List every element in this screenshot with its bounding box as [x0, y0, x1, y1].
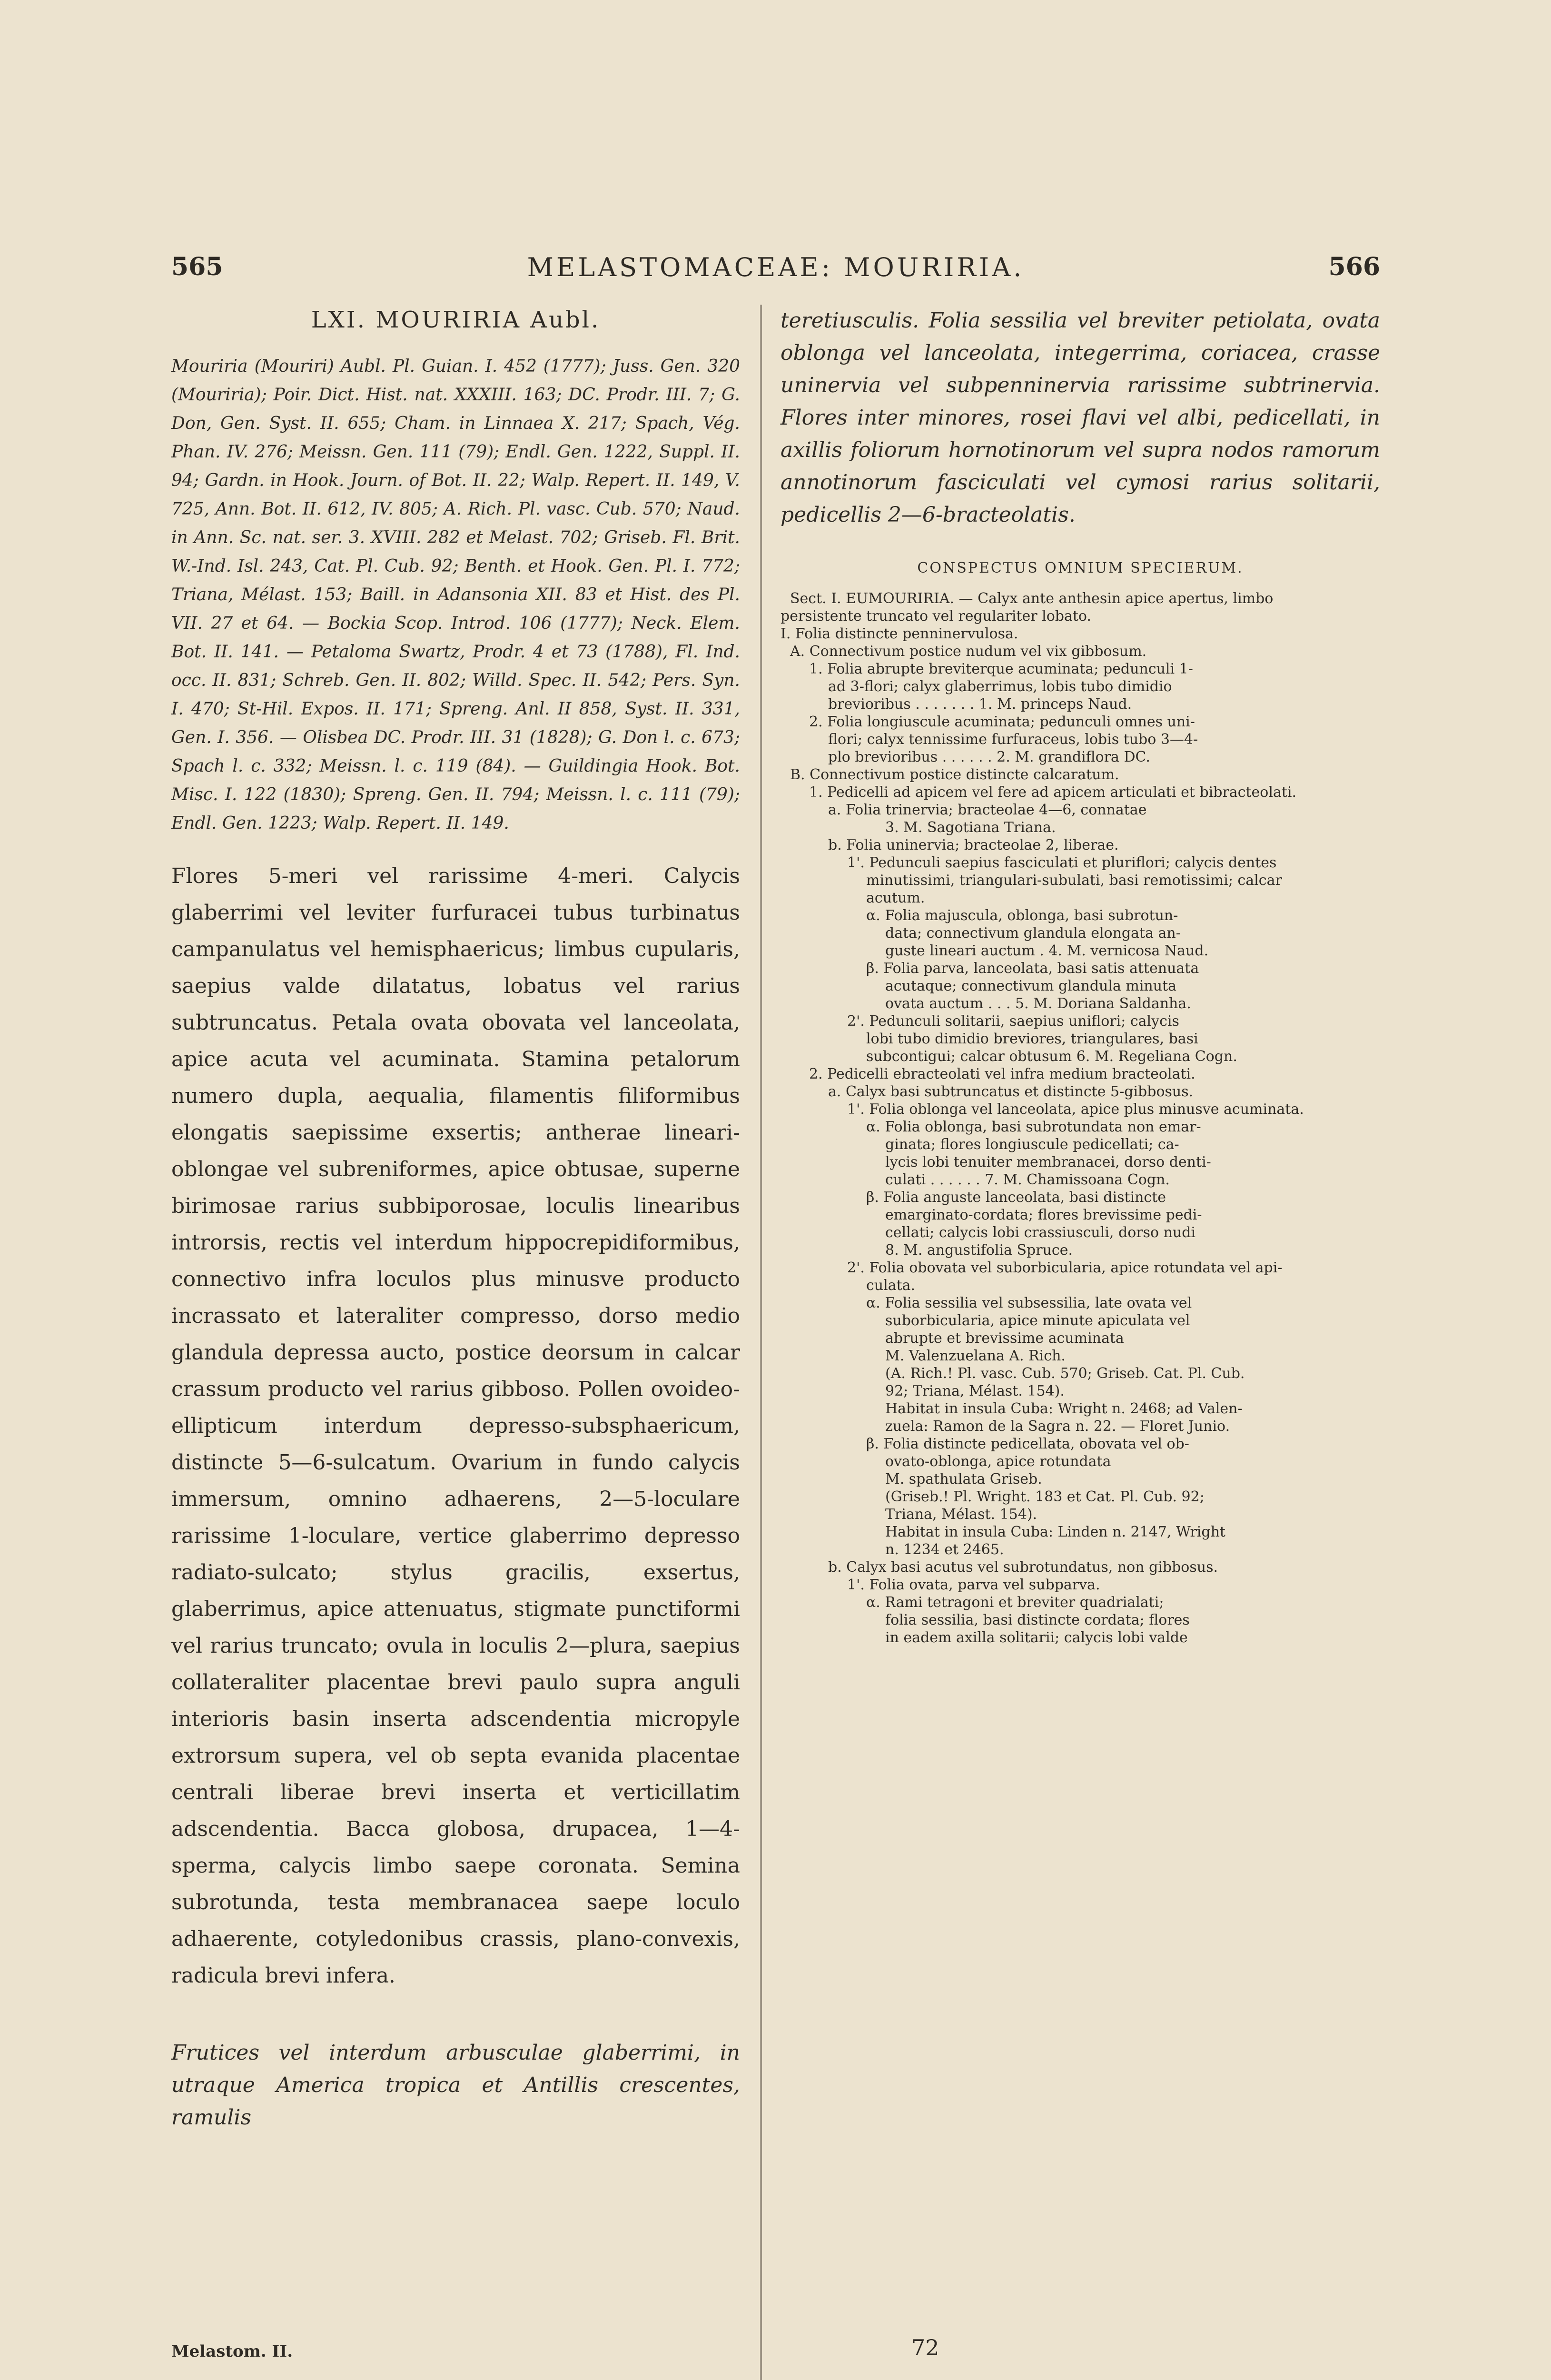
key-line: subcontigui; calcar obtusum 6. M. Regeliana Cogn. — [866, 1048, 1237, 1065]
key-line: M. Valenzuelana A. Rich. — [885, 1348, 1066, 1364]
key-line: lobi tubo dimidio breviores, triangulares, basi — [866, 1031, 1198, 1047]
key-line: M. spathulata Griseb. — [885, 1471, 1042, 1488]
key-line: 1'. Pedunculi saepius fasciculati et pluriflori; calycis dentes — [847, 854, 1277, 871]
running-head — [171, 252, 1380, 295]
sheet-number: 72 — [911, 2335, 939, 2360]
conspectus-heading: CONSPECTUS OMNIUM SPECIERUM. — [917, 560, 1244, 576]
key-line: acutum. — [866, 890, 925, 906]
column-divider — [760, 305, 762, 2380]
key-line: 3. M. Sagotiana Triana. — [885, 819, 1056, 836]
key-line: culati . . . . . . 7. M. Chamissoana Cogn. — [885, 1171, 1170, 1188]
key-line: β. Folia parva, lanceolata, basi satis attenuata — [866, 960, 1199, 977]
page-number-right: 566 — [1328, 252, 1380, 281]
key-line: emarginato-cordata; flores brevissime pedi- — [885, 1207, 1202, 1223]
key-line: 2. Folia longiuscule acuminata; pedunculi omnes uni- — [809, 714, 1195, 730]
left-column — [171, 305, 740, 2134]
key-line: 2'. Pedunculi solitarii, saepius uniflori; calycis — [847, 1013, 1179, 1030]
key-line: α. Folia sessilia vel subsessilia, late ovata vel — [866, 1295, 1192, 1311]
key-line: α. Rami tetragoni et breviter quadrialati; — [866, 1594, 1164, 1611]
key-line: data; connectivum glandula elongata an- — [885, 925, 1181, 942]
key-line: folia sessilia, basi distincte cordata; flores — [885, 1612, 1190, 1628]
key-line: acutaque; connectivum glandula minuta — [885, 978, 1177, 994]
key-line: I. Folia distincte penninervulosa. — [780, 625, 1018, 642]
key-line: a. Folia trinervia; bracteolae 4—6, connatae — [828, 802, 1147, 818]
key-line: ovata auctum . . . 5. M. Doriana Saldanha. — [885, 995, 1191, 1012]
key-line: guste lineari auctum . 4. M. vernicosa Naud. — [885, 942, 1209, 959]
key-line: suborbicularia, apice minute apiculata vel — [885, 1312, 1190, 1329]
key-line: 2. Pedicelli ebracteolati vel infra medium bracteolati. — [809, 1066, 1195, 1082]
running-title: MELASTOMACEAE: MOURIRIA. — [527, 252, 1025, 282]
key-line: cellati; calycis lobi crassiusculi, dorso nudi — [885, 1224, 1196, 1241]
key-line: 2'. Folia obovata vel suborbicularia, apice rotundata vel api- — [847, 1259, 1283, 1276]
key-line: minutissimi, triangulari-subulati, basi remotissimi; calcar — [866, 872, 1282, 889]
key-line: ovato-oblonga, apice rotundata — [885, 1453, 1111, 1470]
key-line: lycis lobi tenuiter membranacei, dorso denti- — [885, 1154, 1211, 1170]
page-number-left: 565 — [171, 252, 223, 281]
key-line: B. Connectivum postice distincte calcaratum. — [790, 766, 1119, 783]
key-line: (Griseb.! Pl. Wright. 183 et Cat. Pl. Cub. 92; — [885, 1488, 1205, 1505]
key-line: flori; calyx tennissime furfuraceus, lobis tubo 3—4- — [828, 731, 1198, 748]
key-line: b. Calyx basi acutus vel subrotundatus, non gibbosus. — [828, 1559, 1218, 1576]
key-line: ad 3-flori; calyx glaberrimus, lobis tubo dimidio — [828, 678, 1172, 695]
key-line: plo brevioribus . . . . . . 2. M. grandiflora DC. — [828, 749, 1150, 765]
synonymy-paragraph: Mouriria (Mouriri) Aubl. Pl. Guian. I. 452 (1777); Juss. Gen. 320 (Mouriria); Poir. Dict. Hist. nat. XXXIII. 163; DC. Prodr. III. 7; G. Don, Gen. Syst. II. 655; Cham. in Linnaea X. 217; Spach, Vég. Phan. IV. 276; Meissn. Gen. 111 (79); Endl. Gen. 1222, Suppl. II. 94; Gardn. in Hook. Journ. of Bot. II. 22; Walp. Repert. II. 149, V. 725, Ann. Bot. II. 612, IV. 805; A. Rich. Pl. vasc. Cub. 570; Naud. in Ann. Sc. nat. ser. 3. XVIII. 282 et Melast. 702; Griseb. Fl. Brit. W.-Ind. Isl. 243, Cat. Pl. Cub. 92; Benth. et Hook. Gen. Pl. I. 772; Triana, Mélast. 153; Baill. in Adansonia XII. 83 et Hist. des Pl. VII. 27 et 64. — Bockia Scop. Introd. 106 (1777); Neck. Elem. Bot. II. 141. — Petaloma Swartz, Prodr. 4 et 73 (1788), Fl. Ind. occ. II. 831; Schreb. Gen. II. 802; Willd. Spec. II. 542; Pers. Syn. I. 470; St-Hil. Expos. II. 171; Spreng. Anl. II 858, Syst. II. 331, Gen. I. 356. — Olisbea DC. Prodr. III. 31 (1828); G. Don l. c. 673; Spach l. c. 332; Meissn. l. c. 119 (84). — Guildingia Hook. Bot. Misc. I. 122 (1830); Spreng. Gen. II. 794; Meissn. l. c. 111 (79); Endl. Gen. 1223; Walp. Repert. II. 149. — [171, 357, 740, 833]
key-line: in eadem axilla solitarii; calycis lobi valde — [885, 1629, 1188, 1646]
key-line: α. Folia majuscula, oblonga, basi subrotun- — [866, 907, 1178, 924]
key-line: A. Connectivum postice nudum vel vix gibbosum. — [790, 643, 1147, 660]
key-line: Triana, Mélast. 154). — [885, 1506, 1037, 1523]
genus-description: Flores 5-meri vel rarissime 4-meri. Calycis glaberrimi vel leviter furfuracei tubus turbinatus campanulatus vel hemisphaericus; limbus cupularis, saepius valde dilatatus, lobatus vel rarius subtruncatus. Petala ovata obovata vel lanceolata, apice acuta vel acuminata. Stamina petalorum numero dupla, aequalia, filamentis filiformibus elongatis saepissime exsertis; antherae lineari-oblongae vel subreniformes, apice obtusae, superne birimosae rarius subbiporosae, loculis linearibus introrsis, rectis vel interdum hippocrepidiformibus, connectivo infra loculos plus minusve producto incrassato et lateraliter compresso, dorso medio glandula depressa aucto, postice deorsum in calcar crassum producto vel rarius gibboso. Pollen ovoideo-ellipticum interdum depresso-subsphaericum, distincte 5—6-sulcatum. Ovarium in fundo calycis immersum, omnino adhaerens, 2—5-loculare rarissime 1-loculare, vertice glaberrimo depresso radiato-sulcato; stylus gracilis, exsertus, glaberrimus, apice attenuatus, stigmate punctiformi vel rarius truncato; ovula in loculis 2—plura, saepius collateraliter placentae brevi paulo supra anguli interioris basin inserta adscendentia micropyle extrorsum supera, vel ob septa evanida placentae centrali liberae brevi inserta et verticillatim adscendentia. Bacca globosa, drupacea, 1—4-sperma, calycis limbo saepe coronata. Semina subrotunda, testa membranacea saepe loculo adhaerente, cotyledonibus crassis, plano-convexis, radicula brevi infera. — [171, 864, 740, 1988]
key-line: Habitat in insula Cuba: Wright n. 2468; ad Valen- — [885, 1400, 1243, 1417]
genus-heading: LXI. MOURIRIA Aubl. — [311, 307, 601, 333]
key-line: ginata; flores longiuscule pedicellati; ca- — [885, 1136, 1179, 1153]
key-line: β. Folia anguste lanceolata, basi distincte — [866, 1189, 1166, 1206]
key-line: b. Folia uninervia; bracteolae 2, liberae. — [828, 837, 1119, 853]
sheet-signature: Melastom. II. — [171, 2342, 293, 2361]
key-line: a. Calyx basi subtruncatus et distincte 5-gibbosus. — [828, 1083, 1194, 1100]
key-line: brevioribus . . . . . . . 1. M. princeps Naud. — [828, 696, 1132, 713]
key-line: 1. Folia abrupte breviterque acuminata; pedunculi 1- — [809, 661, 1193, 677]
key-line: Habitat in insula Cuba: Linden n. 2147, Wright — [885, 1524, 1225, 1540]
key-line: α. Folia oblonga, basi subrotundata non emar- — [866, 1119, 1201, 1135]
key-line: 1'. Folia oblonga vel lanceolata, apice plus minusve acuminata. — [847, 1101, 1304, 1118]
key-line: 8. M. angustifolia Spruce. — [885, 1242, 1073, 1259]
key-line: persistente truncato vel regulariter lobato. — [780, 608, 1091, 625]
key-line: culata. — [866, 1277, 916, 1294]
key-line: 1'. Folia ovata, parva vel subparva. — [847, 1577, 1100, 1593]
habit-paragraph-continued: teretiusculis. Folia sessilia vel breviter petiolata, ovata oblonga vel lanceolata, integerrima, coriacea, crasse uninervia vel subpenninervia rarissime subtrinervia. Flores inter minores, rosei flavi vel albi, pedicellati, in axillis foliorum hornotinorum vel supra nodos ramorum annotinorum fasciculati vel cymosi rarius solitarii, pedicellis 2—6-bracteolatis. — [780, 308, 1380, 527]
habit-paragraph-start: Frutices vel interdum arbusculae glaberrimi, in utraque America tropica et Antillis crescentes, ramulis — [171, 2041, 740, 2130]
right-column — [780, 305, 1380, 1646]
key-line: β. Folia distincte pedicellata, obovata vel ob- — [866, 1436, 1189, 1452]
key-line: (A. Rich.! Pl. vasc. Cub. 570; Griseb. Cat. Pl. Cub. — [885, 1365, 1245, 1382]
key-line: abrupte et brevissime acuminata — [885, 1330, 1124, 1347]
key-line: 92; Triana, Mélast. 154). — [885, 1383, 1065, 1399]
key-line: n. 1234 et 2465. — [885, 1541, 1004, 1558]
key-line: 1. Pedicelli ad apicem vel fere ad apicem articulati et bibracteolati. — [809, 784, 1297, 801]
species-key — [780, 590, 1380, 1646]
key-line: Sect. I. EUMOURIRIA. — Calyx ante anthesin apice apertus, limbo — [790, 590, 1274, 607]
key-line: zuela: Ramon de la Sagra n. 22. — Floret Junio. — [885, 1418, 1230, 1435]
